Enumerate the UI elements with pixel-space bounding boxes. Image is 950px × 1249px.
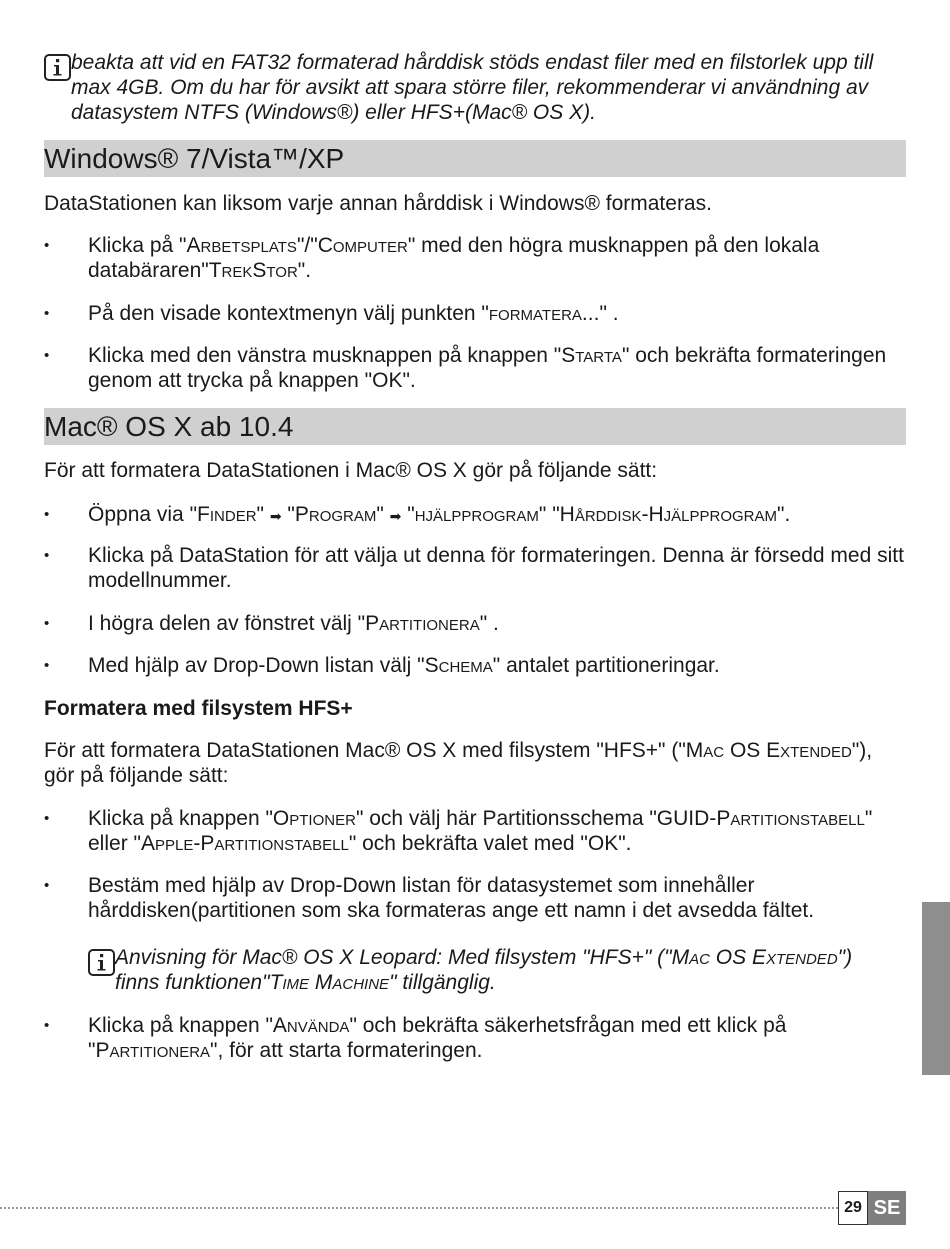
bullet-mark: • — [44, 305, 50, 322]
list-item-text: Klicka på knappen "Optioner" och välj här Partitionsschema "GUID-Partitionstabell" eller "Apple-Partitionstabell" och bekräfta valet med "OK". — [88, 807, 873, 855]
list-item-text: Bestäm med hjälp av Drop-Down listan för datasystemet som innehåller hårddisken(partitionen som ska formateras ange ett namn i det avsedda fältet. — [88, 874, 815, 922]
info-icon — [44, 54, 71, 81]
hfs-intro: För att formatera DataStationen Mac® OS X med filsystem "HFS+" ("Mac OS Extended"), gör på följande sätt: — [44, 739, 873, 787]
bullet-mark: • — [44, 615, 50, 632]
list-item — [44, 611, 904, 636]
list-item-text: Med hjälp av Drop-Down listan välj "Schema" antalet partitioneringar. — [88, 654, 720, 677]
section-heading-windows: Windows® 7/Vista™/XP — [44, 140, 906, 177]
bullet-mark: • — [44, 547, 50, 564]
list-item — [44, 502, 904, 529]
list-item-text: Klicka på "Arbetsplats"/"Computer" med den högra musknappen på den lokala databäraren"TrekStor". — [88, 234, 820, 282]
list-item-text: I högra delen av fönstret välj "Partitionera" . — [88, 612, 499, 635]
language-code: SE — [868, 1191, 906, 1225]
page-footer — [838, 1191, 906, 1225]
subheading-hfs: Formatera med filsystem HFS+ — [44, 697, 353, 720]
windows-intro: DataStationen kan liksom varje annan hårddisk i Windows® formateras. — [44, 192, 712, 215]
arrow-right-icon: ➡ — [389, 508, 402, 524]
side-tab-marker — [922, 902, 950, 1075]
list-item — [44, 543, 904, 593]
list-item — [44, 301, 904, 326]
arrow-right-icon: ➡ — [269, 508, 282, 524]
note-text: beakta att vid en FAT32 formaterad hårddisk stöds endast filer med en filstorlek upp till max 4GB. Om du har för avsikt att spara större filer, rekommenderar vi användning av datasystem NTFS (Windows®) eller HFS+(Mac® OS X). — [71, 51, 874, 124]
list-item-text: Klicka på knappen "Använda" och bekräfta säkerhetsfrågan med ett klick på "Partitionera", för att starta formateringen. — [88, 1014, 787, 1062]
list-item-text: Klicka med den vänstra musknappen på knappen "Starta" och bekräfta formateringen genom att trycka på knappen "OK". — [88, 344, 887, 392]
list-item — [44, 233, 904, 283]
list-item-text: Öppna via "Finder" ➡ "Program" ➡ "hjälpprogram" "Hårddisk-Hjälpprogram". — [88, 503, 791, 526]
section-heading-mac: Mac® OS X ab 10.4 — [44, 408, 906, 445]
list-item-text: Klicka på DataStation för att välja ut denna för formateringen. Denna är försedd med sitt modellnummer. — [88, 544, 904, 592]
note-text: Anvisning för Mac® OS X Leopard: Med filsystem "HFS+" ("Mac OS Extended") finns funktionen"Time Machine" tillgänglig. — [115, 946, 853, 994]
list-item — [44, 343, 904, 393]
bullet-mark: • — [44, 506, 50, 523]
list-item — [44, 806, 904, 856]
bullet-mark: • — [44, 810, 50, 827]
list-item — [44, 653, 904, 678]
info-icon — [88, 949, 115, 976]
list-item — [44, 873, 904, 923]
page-number: 29 — [838, 1191, 868, 1225]
info-note-leopard — [88, 945, 888, 995]
bullet-mark: • — [44, 237, 50, 254]
footer-divider — [0, 1207, 838, 1209]
bullet-mark: • — [44, 657, 50, 674]
mac-intro: För att formatera DataStationen i Mac® OS X gör på följande sätt: — [44, 459, 658, 482]
bullet-mark: • — [44, 347, 50, 364]
bullet-mark: • — [44, 877, 50, 894]
list-item-text: På den visade kontextmenyn välj punkten "formatera..." . — [88, 302, 619, 325]
bullet-mark: • — [44, 1017, 50, 1034]
list-item — [44, 1013, 904, 1063]
info-note-fat32 — [44, 50, 906, 125]
